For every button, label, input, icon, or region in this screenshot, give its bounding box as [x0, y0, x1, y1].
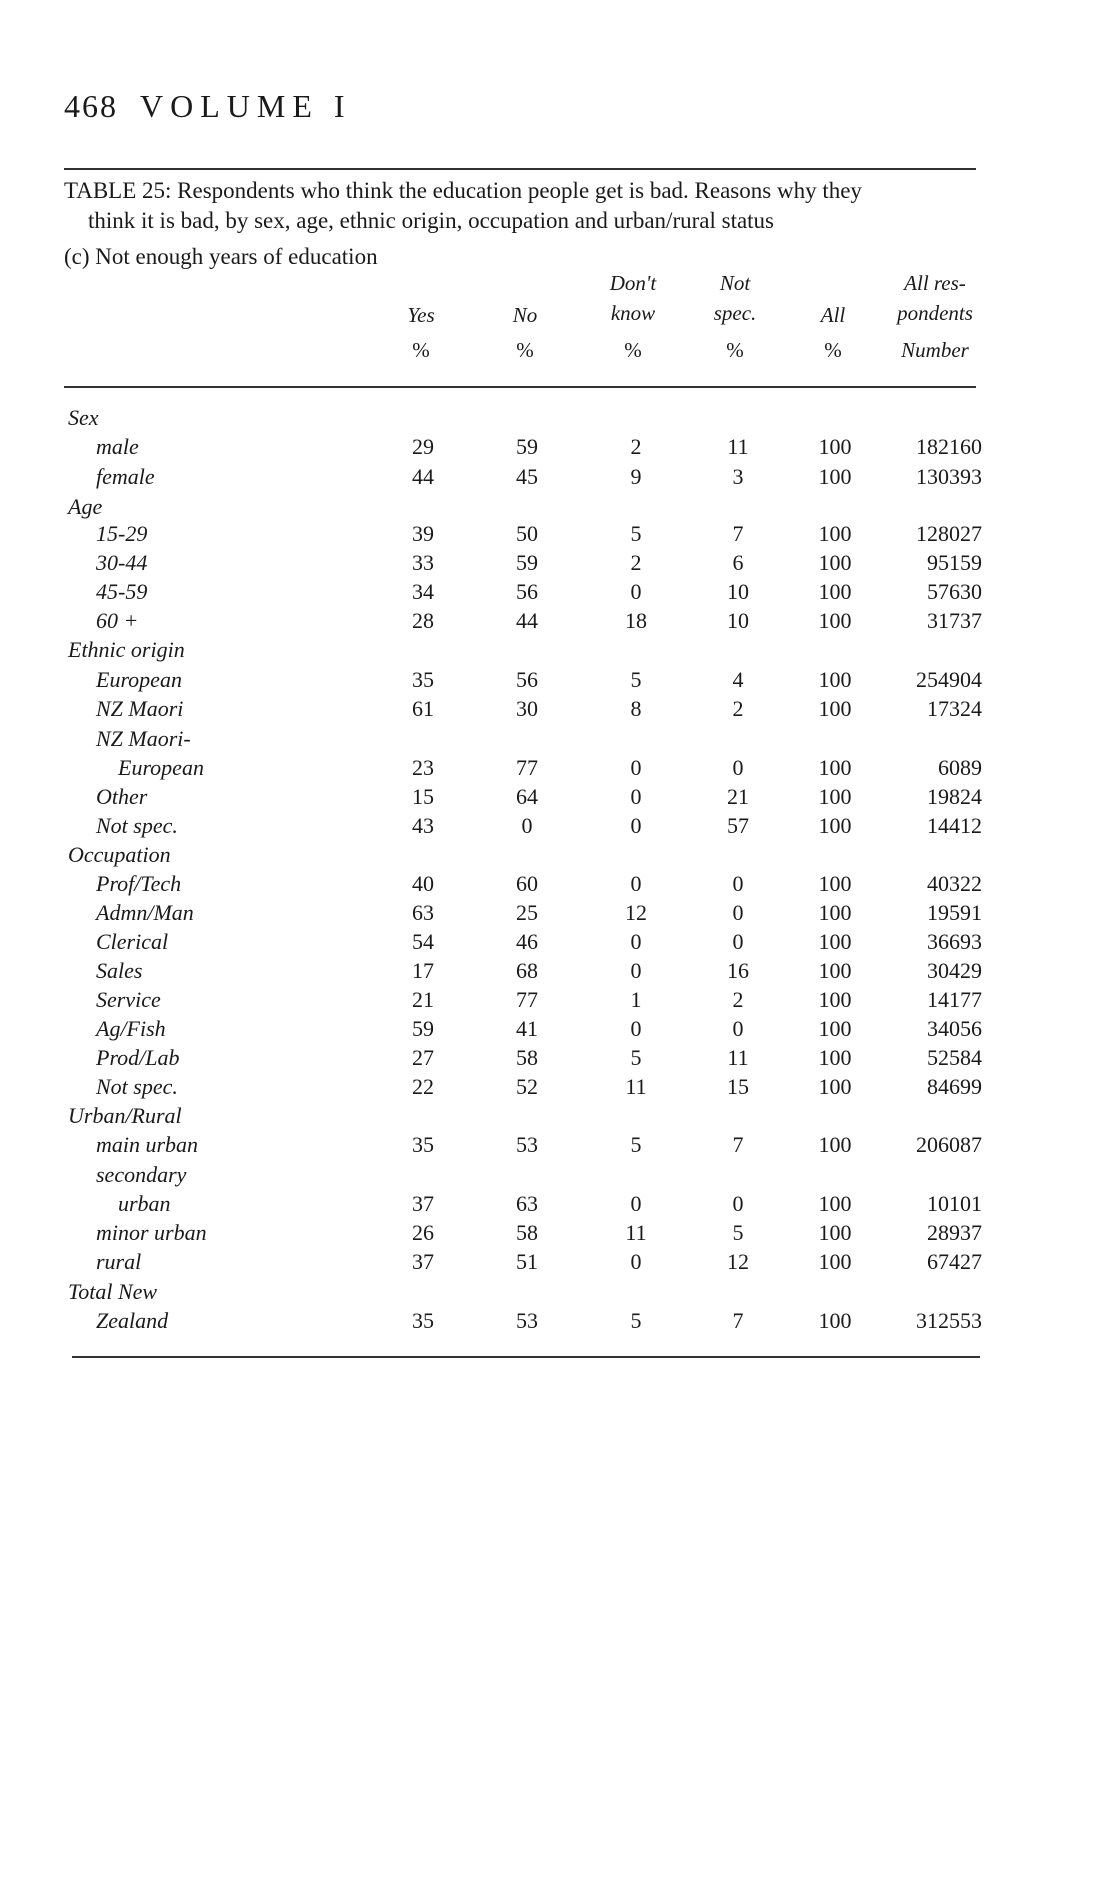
cell-number: 312553	[916, 1308, 982, 1333]
table-group-heading	[0, 494, 1114, 524]
cell-yes: 26	[412, 1220, 434, 1245]
col-all-respondents	[870, 268, 1000, 328]
table-row	[0, 696, 1114, 726]
cell-no: 52	[516, 1074, 538, 1099]
cell-dont-know: 0	[630, 813, 642, 838]
cell-not-spec: 7	[732, 1132, 744, 1157]
table-group-heading	[0, 1103, 1114, 1133]
row-label: rural	[96, 1249, 142, 1274]
row-label: Prod/Lab	[96, 1045, 180, 1070]
row-label: European	[118, 755, 204, 780]
row-label: NZ Maori-	[96, 726, 191, 751]
cell-no: 51	[516, 1249, 538, 1274]
cell-no: 25	[516, 900, 538, 925]
col-dont-know-line1: Don't	[609, 271, 657, 295]
cell-no: 63	[516, 1191, 538, 1216]
row-label: Not spec.	[96, 813, 178, 838]
cell-number: 34056	[927, 1016, 982, 1041]
table-header-rule	[64, 386, 976, 388]
table-group-heading	[0, 1162, 1114, 1192]
row-label: Prof/Tech	[96, 871, 182, 896]
cell-all: 100	[818, 813, 852, 838]
cell-yes: 35	[412, 1308, 434, 1333]
row-label: Clerical	[96, 929, 169, 954]
page-number: 468	[64, 88, 118, 124]
cell-dont-know: 12	[625, 900, 647, 925]
col-yes: Yes	[407, 303, 435, 327]
table-row	[0, 1191, 1114, 1221]
cell-all: 100	[818, 608, 852, 633]
unit-not-spec: %	[726, 338, 744, 362]
cell-dont-know: 8	[630, 696, 642, 721]
cell-yes: 37	[412, 1191, 434, 1216]
cell-number: 36693	[927, 929, 982, 954]
row-label: 30-44	[96, 550, 148, 575]
cell-yes: 43	[412, 813, 434, 838]
table-row	[0, 1249, 1114, 1279]
col-dont-know-line2: know	[610, 301, 656, 325]
cell-yes: 35	[412, 1132, 434, 1157]
caption-line-1: TABLE 25: Respondents who think the education people get is bad. Reasons why they	[64, 178, 862, 203]
cell-all: 100	[818, 667, 852, 692]
row-label: 45-59	[96, 579, 148, 604]
row-label: Zealand	[96, 1308, 169, 1333]
table-row	[0, 1220, 1114, 1250]
cell-number: 128027	[916, 521, 982, 546]
cell-yes: 15	[412, 784, 434, 809]
cell-yes: 40	[412, 871, 434, 896]
cell-all: 100	[818, 958, 852, 983]
cell-yes: 22	[412, 1074, 434, 1099]
cell-all: 100	[818, 871, 852, 896]
cell-no: 44	[516, 608, 538, 633]
page-header	[64, 88, 352, 125]
cell-dont-know: 0	[630, 958, 642, 983]
table-row	[0, 1045, 1114, 1075]
cell-no: 58	[516, 1220, 538, 1245]
cell-not-spec: 0	[732, 871, 744, 896]
cell-no: 64	[516, 784, 538, 809]
cell-not-spec: 7	[732, 1308, 744, 1333]
cell-no: 59	[516, 434, 538, 459]
cell-all: 100	[818, 929, 852, 954]
cell-all: 100	[818, 1132, 852, 1157]
col-not-spec	[680, 268, 790, 328]
table-row	[0, 608, 1114, 638]
cell-all: 100	[818, 1249, 852, 1274]
cell-all: 100	[818, 579, 852, 604]
table-group-heading	[0, 405, 1114, 435]
cell-no: 58	[516, 1045, 538, 1070]
cell-number: 206087	[916, 1132, 982, 1157]
cell-all: 100	[818, 464, 852, 489]
row-label: male	[96, 434, 139, 459]
cell-no: 30	[516, 696, 538, 721]
cell-yes: 33	[412, 550, 434, 575]
table-group-heading	[0, 842, 1114, 872]
cell-number: 95159	[927, 550, 982, 575]
cell-dont-know: 11	[625, 1074, 647, 1099]
col-no: No	[512, 303, 538, 327]
table-bottom-rule	[72, 1356, 980, 1358]
table-row	[0, 550, 1114, 580]
unit-all: %	[824, 338, 842, 362]
unit-yes: %	[412, 338, 430, 362]
cell-yes: 35	[412, 667, 434, 692]
cell-number: 182160	[916, 434, 982, 459]
cell-no: 53	[516, 1132, 538, 1157]
cell-not-spec: 0	[732, 755, 744, 780]
cell-not-spec: 0	[732, 900, 744, 925]
cell-not-spec: 2	[732, 696, 744, 721]
row-label: Total New	[68, 1279, 158, 1304]
cell-not-spec: 3	[732, 464, 744, 489]
table-row	[0, 784, 1114, 814]
cell-dont-know: 0	[630, 579, 642, 604]
table-row	[0, 958, 1114, 988]
table-subtitle: (c) Not enough years of education	[64, 244, 378, 269]
cell-number: 6089	[938, 755, 982, 780]
table-row	[0, 1308, 1114, 1338]
table-row	[0, 579, 1114, 609]
cell-all: 100	[818, 696, 852, 721]
cell-not-spec: 0	[732, 1191, 744, 1216]
cell-number: 52584	[927, 1045, 982, 1070]
cell-not-spec: 2	[732, 987, 744, 1012]
cell-number: 17324	[927, 696, 982, 721]
cell-dont-know: 0	[630, 871, 642, 896]
row-label: Occupation	[68, 842, 171, 867]
cell-not-spec: 16	[727, 958, 749, 983]
cell-yes: 23	[412, 755, 434, 780]
table-group-heading	[0, 637, 1114, 667]
cell-number: 10101	[927, 1191, 982, 1216]
cell-no: 77	[516, 987, 538, 1012]
cell-all: 100	[818, 1308, 852, 1333]
table-row	[0, 900, 1114, 930]
cell-all: 100	[818, 1191, 852, 1216]
cell-all: 100	[818, 434, 852, 459]
cell-dont-know: 5	[630, 1308, 642, 1333]
cell-yes: 63	[412, 900, 434, 925]
cell-not-spec: 4	[732, 667, 744, 692]
cell-number: 84699	[927, 1074, 982, 1099]
row-label: minor urban	[96, 1220, 207, 1245]
cell-yes: 21	[412, 987, 434, 1012]
cell-yes: 27	[412, 1045, 434, 1070]
row-label: European	[96, 667, 182, 692]
cell-dont-know: 2	[630, 550, 642, 575]
cell-all: 100	[818, 900, 852, 925]
row-label: female	[96, 464, 155, 489]
cell-all: 100	[818, 1045, 852, 1070]
cell-number: 28937	[927, 1220, 982, 1245]
cell-not-spec: 7	[732, 521, 744, 546]
cell-dont-know: 5	[630, 1045, 642, 1070]
table-row	[0, 871, 1114, 901]
cell-number: 67427	[927, 1249, 982, 1274]
cell-no: 60	[516, 871, 538, 896]
cell-number: 31737	[927, 608, 982, 633]
cell-yes: 34	[412, 579, 434, 604]
cell-number: 19824	[927, 784, 982, 809]
volume-label: VOLUME I	[140, 88, 352, 124]
cell-yes: 54	[412, 929, 434, 954]
cell-no: 41	[516, 1016, 538, 1041]
row-label: urban	[118, 1191, 171, 1216]
col-not-spec-line2: spec.	[713, 301, 757, 325]
table-row	[0, 987, 1114, 1017]
table-top-rule	[64, 168, 976, 170]
table-row	[0, 755, 1114, 785]
cell-number: 30429	[927, 958, 982, 983]
cell-number: 14177	[927, 987, 982, 1012]
cell-not-spec: 0	[732, 1016, 744, 1041]
table-row	[0, 521, 1114, 551]
cell-no: 56	[516, 667, 538, 692]
cell-not-spec: 12	[727, 1249, 749, 1274]
row-label: Sex	[68, 405, 99, 430]
cell-no: 0	[521, 813, 533, 838]
cell-not-spec: 11	[727, 1045, 749, 1070]
cell-no: 56	[516, 579, 538, 604]
cell-not-spec: 0	[732, 929, 744, 954]
cell-no: 53	[516, 1308, 538, 1333]
row-label: Service	[96, 987, 161, 1012]
row-label: NZ Maori	[96, 696, 184, 721]
cell-all: 100	[818, 784, 852, 809]
row-label: Urban/Rural	[68, 1103, 182, 1128]
cell-number: 57630	[927, 579, 982, 604]
table-caption	[64, 176, 984, 236]
cell-dont-know: 9	[630, 464, 642, 489]
cell-all: 100	[818, 1220, 852, 1245]
table-row	[0, 667, 1114, 697]
cell-not-spec: 6	[732, 550, 744, 575]
cell-no: 45	[516, 464, 538, 489]
col-not-spec-line1: Not	[719, 271, 751, 295]
cell-dont-know: 2	[630, 434, 642, 459]
row-label: Age	[68, 494, 103, 519]
cell-dont-know: 18	[625, 608, 647, 633]
cell-yes: 29	[412, 434, 434, 459]
table-row	[0, 929, 1114, 959]
cell-all: 100	[818, 1016, 852, 1041]
cell-all: 100	[818, 987, 852, 1012]
cell-not-spec: 11	[727, 434, 749, 459]
row-label: main urban	[96, 1132, 199, 1157]
cell-dont-know: 0	[630, 1191, 642, 1216]
cell-yes: 39	[412, 521, 434, 546]
cell-no: 77	[516, 755, 538, 780]
unit-no: %	[516, 338, 534, 362]
row-label: Ethnic origin	[68, 637, 185, 662]
row-label: Sales	[96, 958, 143, 983]
row-label: Not spec.	[96, 1074, 178, 1099]
cell-not-spec: 21	[727, 784, 749, 809]
cell-dont-know: 0	[630, 784, 642, 809]
cell-no: 46	[516, 929, 538, 954]
cell-no: 50	[516, 521, 538, 546]
cell-not-spec: 5	[732, 1220, 744, 1245]
cell-all: 100	[818, 521, 852, 546]
cell-dont-know: 0	[630, 1249, 642, 1274]
cell-no: 68	[516, 958, 538, 983]
cell-number: 19591	[927, 900, 982, 925]
row-label: 15-29	[96, 521, 148, 546]
cell-not-spec: 10	[727, 608, 749, 633]
row-label: Other	[96, 784, 148, 809]
row-label: 60 +	[96, 608, 139, 633]
row-label: Ag/Fish	[96, 1016, 166, 1041]
table-row	[0, 464, 1114, 494]
cell-number: 130393	[916, 464, 982, 489]
unit-dont-know: %	[624, 338, 642, 362]
cell-not-spec: 57	[727, 813, 749, 838]
col-all-respondents-line1: All res-	[904, 271, 966, 295]
cell-yes: 17	[412, 958, 434, 983]
cell-yes: 28	[412, 608, 434, 633]
cell-dont-know: 11	[625, 1220, 647, 1245]
cell-dont-know: 0	[630, 755, 642, 780]
cell-dont-know: 5	[630, 667, 642, 692]
unit-number: Number	[901, 338, 969, 362]
table-group-heading	[0, 1279, 1114, 1309]
cell-not-spec: 15	[727, 1074, 749, 1099]
table-row	[0, 434, 1114, 464]
cell-dont-know: 0	[630, 929, 642, 954]
cell-no: 59	[516, 550, 538, 575]
cell-dont-know: 0	[630, 1016, 642, 1041]
col-dont-know	[578, 268, 688, 328]
caption-line-2: think it is bad, by sex, age, ethnic origin, occupation and urban/rural status	[88, 208, 775, 233]
table-row	[0, 1132, 1114, 1162]
table-group-heading	[0, 726, 1114, 756]
table-row	[0, 1074, 1114, 1104]
cell-yes: 59	[412, 1016, 434, 1041]
cell-dont-know: 1	[630, 987, 642, 1012]
col-all-respondents-line2: pondents	[897, 301, 973, 325]
cell-all: 100	[818, 1074, 852, 1099]
row-label: Admn/Man	[96, 900, 194, 925]
table-row	[0, 813, 1114, 843]
cell-dont-know: 5	[630, 1132, 642, 1157]
table-row	[0, 1016, 1114, 1046]
row-label: secondary	[96, 1162, 187, 1187]
cell-all: 100	[818, 550, 852, 575]
cell-all: 100	[818, 755, 852, 780]
cell-dont-know: 5	[630, 521, 642, 546]
cell-number: 14412	[927, 813, 982, 838]
cell-number: 40322	[927, 871, 982, 896]
cell-yes: 37	[412, 1249, 434, 1274]
cell-number: 254904	[916, 667, 982, 692]
cell-yes: 61	[412, 696, 434, 721]
cell-not-spec: 10	[727, 579, 749, 604]
cell-yes: 44	[412, 464, 434, 489]
col-all: All	[820, 303, 846, 327]
